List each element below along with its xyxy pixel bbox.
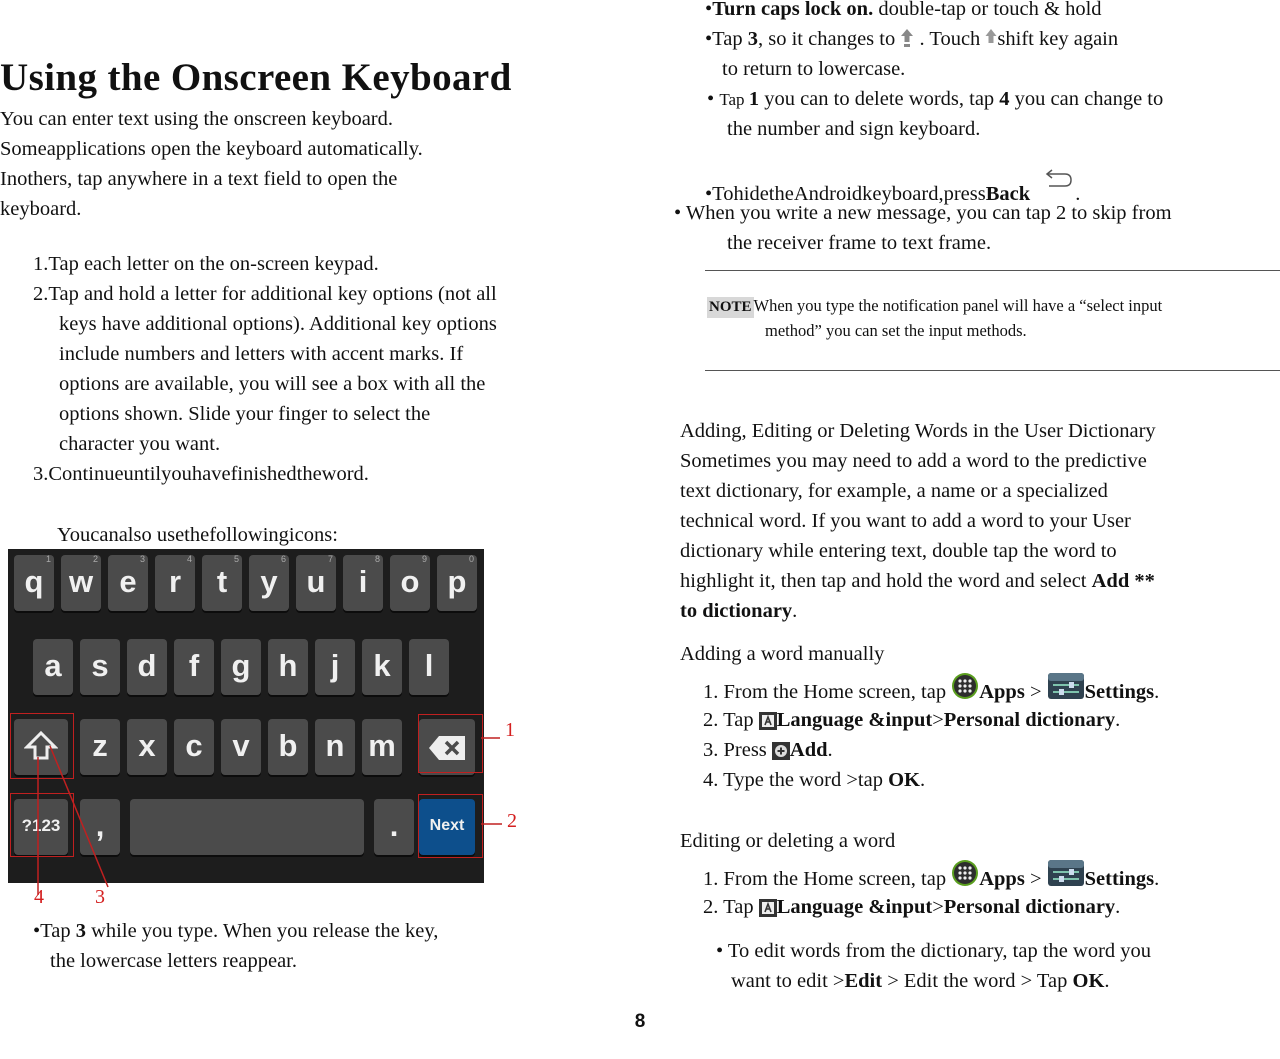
step-2-line-1: 2.Tap and hold a letter for additional key options (not all — [33, 283, 497, 305]
key-j: j — [315, 639, 355, 695]
tap-1-bullet: • Tap 1 you can to delete words, tap 4 you can change to — [707, 88, 1164, 110]
key-q: q 1 — [14, 555, 54, 611]
tap-3-bullet: •Tap 3 while you type. When you release the key, — [33, 920, 439, 942]
key-z: z — [80, 719, 120, 775]
edit-bullet-cont: want to edit >Edit > Edit the word > Tap OK. — [731, 970, 1110, 992]
intro-line-4: keyboard. — [0, 198, 82, 220]
manual-step-2: 2. Tap Language &input>Personal dictionary. — [703, 709, 1121, 731]
language-icon — [759, 899, 777, 917]
hide-keyboard-bullet: •TohidetheAndroidkeyboard,pressBack . — [705, 168, 1080, 209]
manual-heading: Adding a word manually — [680, 643, 885, 665]
apps-icon — [951, 859, 979, 887]
dictionary-para-6: to dictionary. — [680, 600, 798, 622]
note-top-rule — [705, 270, 1280, 271]
shift-icon — [985, 27, 997, 49]
note-bottom-rule — [705, 370, 1280, 371]
add-icon — [772, 742, 790, 760]
key-c: c — [174, 719, 214, 775]
new-message-bullet: • When you write a new message, you can tap 2 to skip from — [674, 202, 1172, 224]
key-k: k — [362, 639, 402, 695]
key-w: w 2 — [61, 555, 101, 611]
period-key: . — [374, 799, 414, 855]
step-2-line-2: keys have additional options). Additional key options — [59, 313, 497, 335]
manual-step-1: 1. From the Home screen, tap Apps > Settings. — [703, 672, 1159, 707]
step-3: 3.Continueuntilyouhavefinishedtheword. — [33, 463, 369, 485]
symbols-key: ?123 — [14, 799, 68, 855]
tap-1-cont: the number and sign keyboard. — [727, 118, 981, 140]
key-h: h — [268, 639, 308, 695]
language-icon — [759, 712, 777, 730]
key-i: i 8 — [343, 555, 383, 611]
edit-bullet: • To edit words from the dictionary, tap the word you — [716, 940, 1152, 962]
dictionary-para-4: dictionary while entering text, double tap the word to — [680, 540, 1117, 562]
key-e: e 3 — [108, 555, 148, 611]
note-line-1: NOTE When you type the notification panel will have a “select input — [707, 293, 1162, 318]
tap-3-shift-bullet: •Tap 3, so it changes to . Touch shift key again — [705, 28, 1119, 50]
intro-line-1: You can enter text using the onscreen keyboard. — [0, 108, 394, 130]
intro-line-2: Someapplications open the keyboard automatically. — [0, 138, 423, 160]
intro-line-3: Inothers, tap anywhere in a text field to open the — [0, 168, 398, 190]
comma-key: , — [80, 799, 120, 855]
key-a: a — [33, 639, 73, 695]
manual-step-4: 4. Type the word >tap OK. — [703, 769, 926, 791]
key-g: g — [221, 639, 261, 695]
key-x: x — [127, 719, 167, 775]
step-2-line-5: options shown. Slide your finger to select the — [59, 403, 431, 425]
dictionary-para-3: technical word. If you want to add a word to your User — [680, 510, 1131, 532]
edit-heading: Editing or deleting a word — [680, 830, 896, 852]
step-2-line-3: include numbers and letters with accent marks. If — [59, 343, 464, 365]
callout-label-2: 2 — [507, 810, 517, 832]
key-s: s — [80, 639, 120, 695]
tap-3-shift-cont: to return to lowercase. — [722, 58, 906, 80]
tap-3-bullet-cont: the lowercase letters reappear. — [50, 950, 298, 972]
note-badge: NOTE — [707, 297, 754, 318]
dictionary-para-5: highlight it, then tap and hold the word and select Add ** — [680, 570, 1155, 592]
key-r: r 4 — [155, 555, 195, 611]
icons-intro: Youcanalso usethefollowingicons: — [57, 524, 338, 546]
settings-icon — [1047, 859, 1085, 887]
key-b: b — [268, 719, 308, 775]
step-2-line-4: options are available, you will see a box with all the — [59, 373, 486, 395]
dictionary-heading: Adding, Editing or Deleting Words in the User Dictionary — [680, 420, 1156, 442]
key-m: m — [362, 719, 402, 775]
key-d: d — [127, 639, 167, 695]
edit-step-1: 1. From the Home screen, tap Apps > Settings. — [703, 859, 1159, 894]
key-f: f — [174, 639, 214, 695]
page-title: Using the Onscreen Keyboard — [0, 56, 512, 99]
dictionary-para-1: Sometimes you may need to add a word to the predictive — [680, 450, 1147, 472]
key-y: y 6 — [249, 555, 289, 611]
step-1: 1.Tap each letter on the on-screen keypad. — [33, 253, 379, 275]
settings-icon — [1047, 672, 1085, 700]
caps-lock-bullet: •Turn caps lock on. double-tap or touch & hold — [705, 0, 1102, 20]
key-u: u 7 — [296, 555, 336, 611]
key-o: o 9 — [390, 555, 430, 611]
callout-label-3: 3 — [95, 886, 105, 908]
page-number: 8 — [634, 1011, 646, 1032]
back-icon — [1035, 168, 1075, 194]
edit-step-2: 2. Tap Language &input>Personal dictionary. — [703, 896, 1121, 918]
key-p: p 0 — [437, 555, 477, 611]
dictionary-para-2: text dictionary, for example, a name or a specialized — [680, 480, 1108, 502]
apps-icon — [951, 672, 979, 700]
step-2-line-6: character you want. — [59, 433, 221, 455]
next-key: Next — [419, 799, 475, 855]
key-t: t 5 — [202, 555, 242, 611]
new-message-cont: the receiver frame to text frame. — [727, 232, 992, 254]
callout-lines — [0, 540, 540, 900]
key-n: n — [315, 719, 355, 775]
manual-step-3: 3. Press Add. — [703, 739, 833, 761]
callout-label-4: 4 — [34, 886, 44, 908]
key-l: l — [409, 639, 449, 695]
shift-locked-icon — [900, 27, 914, 49]
callout-label-1: 1 — [505, 719, 515, 741]
note-line-2: method” you can set the input methods. — [765, 321, 1027, 340]
key-v: v — [221, 719, 261, 775]
